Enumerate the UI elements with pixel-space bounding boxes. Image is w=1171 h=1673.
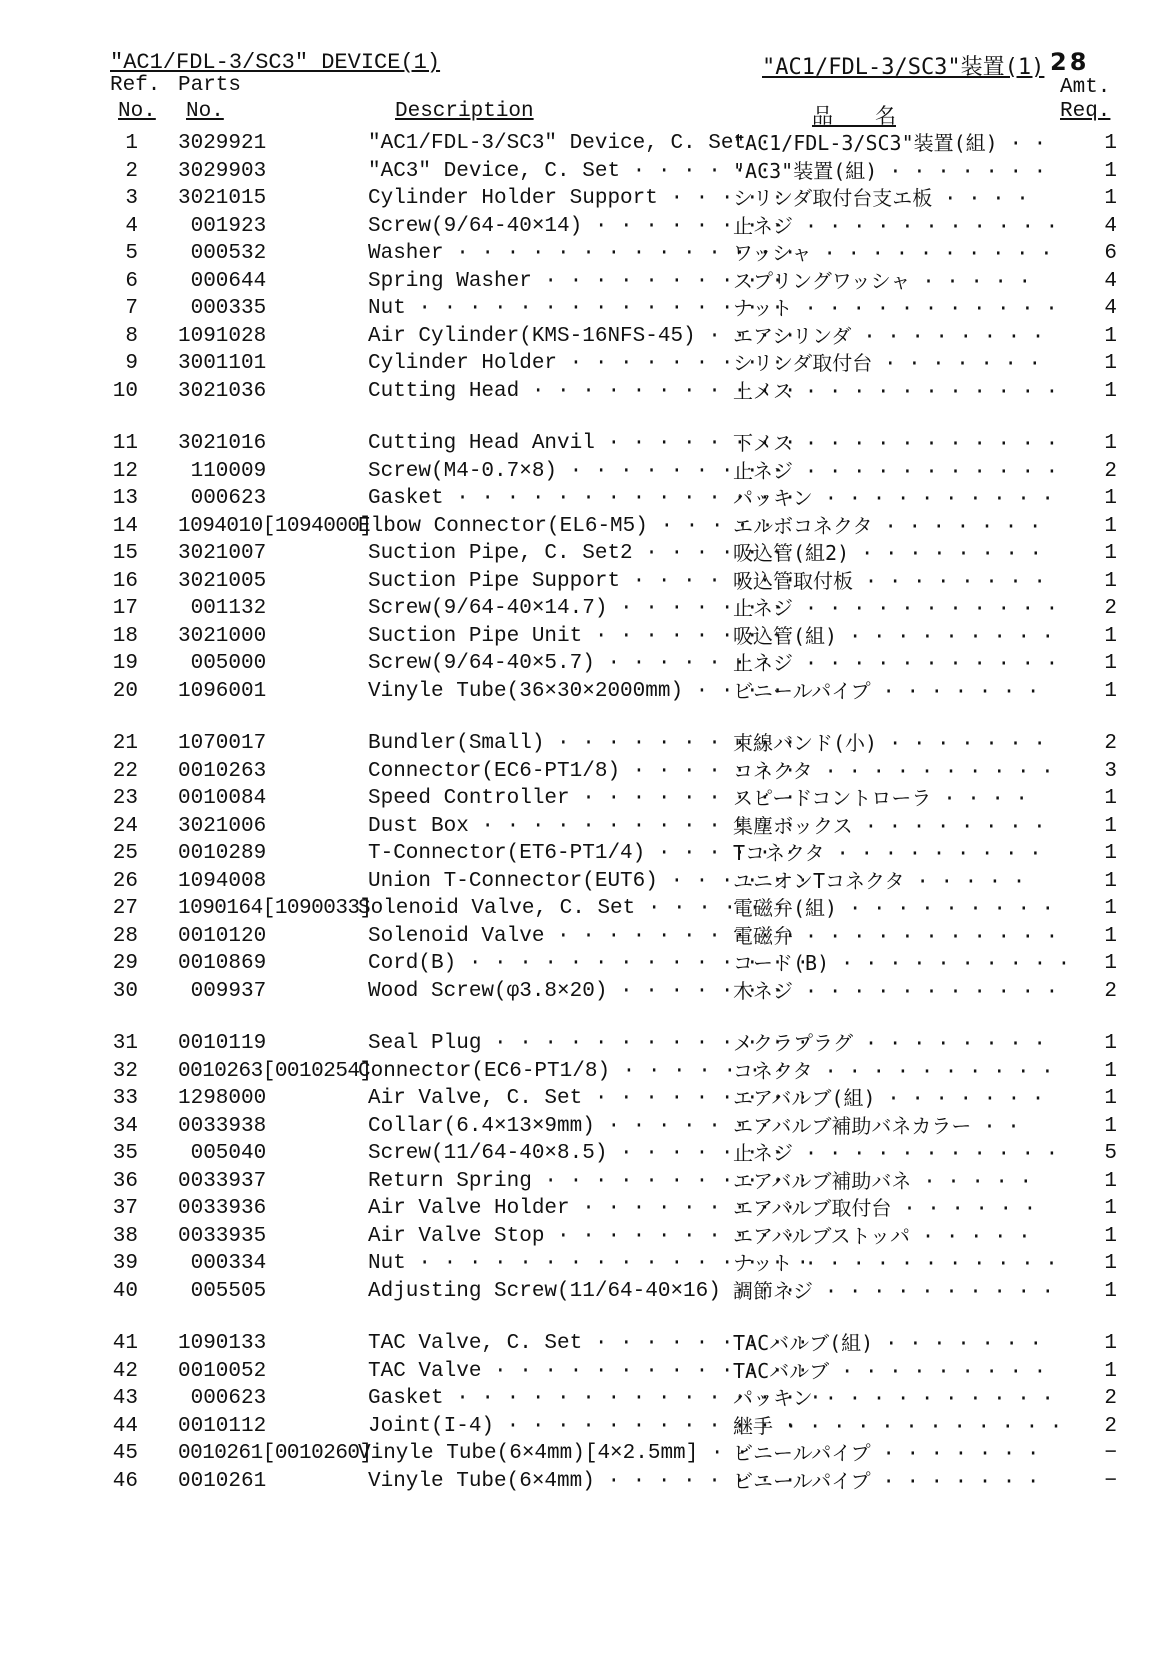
japanese-name: コネクタ · · · · · · · · · · [733,758,1054,783]
description: Nut · · · · · · · · · · · · · · · · [368,1252,810,1275]
ref-number: 24 [112,814,138,838]
amount-required: 1 [1104,132,1117,155]
japanese-name: 調節ネジ · · · · · · · · · · [733,1278,1054,1303]
japanese-name: 止ネジ · · · · · · · · · · · [733,1141,1058,1165]
part-number: 001923 [178,214,267,238]
amount-required: 5 [1104,1142,1117,1165]
japanese-name: エアバルブストッパ · · · · · [733,1223,1031,1248]
description: Seal Plug · · · · · · · · · · · · · [368,1032,810,1055]
table-row [0,268,1171,296]
table-row [0,868,1171,896]
part-number: 3029921 [178,132,267,155]
amount-required: 2 [1104,1387,1117,1410]
japanese-name: 止ネジ · · · · · · · · · · · [733,596,1058,620]
page-number: 28 [1050,48,1090,76]
ref-number: 20 [112,679,138,703]
table-row [0,678,1171,706]
parts-table [0,130,1171,1495]
part-number: 3029903 [178,159,267,183]
amount-required: 1 [1104,1032,1117,1055]
description: Union T-Connector(EUT6) · · · · · · [368,869,810,893]
amount-required: 2 [1104,1414,1117,1438]
description: TAC Valve · · · · · · · · · · · · · [368,1359,810,1383]
part-number: 000623 [178,1387,267,1410]
amount-required: 1 [1104,352,1117,375]
part-number: 000334 [178,1252,267,1275]
header-description: Description [395,100,534,123]
part-number: 0033936 [178,1197,267,1220]
ref-number: 31 [112,1032,138,1055]
part-number: 3021005 [178,569,267,593]
part-number: 1090133 [178,1332,267,1355]
page-title-en: "AC1/FDL-3/SC3" DEVICE(1) [110,50,441,75]
ref-number: 1 [125,132,138,155]
part-number: 0010869 [178,952,267,975]
amount-required: 1 [1104,1114,1117,1138]
amount-required: 1 [1104,679,1117,703]
table-row [0,813,1171,841]
ref-number: 30 [112,979,138,1003]
amount-required: 1 [1104,1169,1117,1193]
ref-number: 9 [125,352,138,375]
japanese-name: 上メス · · · · · · · · · · · [733,378,1058,403]
table-row [0,1358,1171,1386]
ref-number: 11 [112,432,138,455]
table-row [0,923,1171,951]
part-number: 0010112 [178,1414,267,1438]
header-japanese-name: 品 名 [812,104,896,128]
part-number: 000335 [178,297,267,320]
amount-required: 2 [1104,459,1117,483]
description: Joint(I-4) · · · · · · · · · · · · [368,1414,797,1438]
header-parts-no: No. [186,100,224,123]
table-row [0,595,1171,623]
part-number: 110009 [178,459,267,483]
ref-number: 4 [125,214,138,238]
japanese-name: コード(B) · · · · · · · · · · [733,951,1070,975]
amount-required: 1 [1104,324,1117,348]
japanese-name: スプリングワッシャ · · · · · [733,268,1031,293]
japanese-name: パッキン · · · · · · · · · · [733,486,1054,510]
part-number: 005000 [178,652,267,675]
description: Suction Pipe, C. Set2 · · · · · · [368,542,784,565]
table-row [0,1140,1171,1168]
amount-required: 1 [1104,1332,1117,1355]
part-number: 1094010[1094000] [178,514,372,538]
part-number: 009937 [178,979,267,1003]
japanese-name: エアバルブ補助バネカラー · · [733,1113,1020,1138]
header-ref-no: No. [118,100,156,123]
description: Cylinder Holder · · · · · · · · · [368,352,784,375]
amount-required: 1 [1104,432,1117,455]
ref-number: 29 [112,952,138,975]
ref-number: 10 [112,379,138,403]
table-row [0,1440,1171,1468]
japanese-name: 集塵ボックス · · · · · · · · [733,813,1046,838]
table-row [0,350,1171,378]
description: Collar(6.4×13×9mm) · · · · · · · [368,1114,772,1138]
japanese-name: シリンダ取付台支エ板 · · · · [733,186,1029,210]
amount-required: 1 [1104,542,1117,565]
amount-required: 4 [1104,214,1117,238]
part-number: 3021036 [178,379,267,403]
ref-number: 42 [112,1359,138,1383]
amount-required: 6 [1104,242,1117,265]
part-number: 0010261[0010260] [178,1442,372,1465]
description: Elbow Connector(EL6-M5) · · · · · [358,514,774,538]
table-row [0,540,1171,568]
japanese-name: ビニールパイプ · · · · · · · [733,1441,1040,1465]
table-row [0,623,1171,651]
description: Cylinder Holder Support · · · · · [368,187,784,210]
part-number: 1091028 [178,324,267,348]
page-title-jp: "AC1/FDL-3/SC3"装置(1) [762,55,1045,80]
table-row [0,1058,1171,1086]
description: Cutting Head Anvil · · · · · · · · [368,432,797,455]
part-number: 0033935 [178,1224,267,1248]
header-ref-label: Ref. [110,74,161,97]
description: Solenoid Valve · · · · · · · · · · [368,924,797,948]
description: TAC Valve, C. Set · · · · · · · · · [368,1332,810,1355]
ref-number: 7 [125,297,138,320]
table-row [0,1195,1171,1223]
japanese-name: 束線バンド(小) · · · · · · · [733,731,1046,755]
table-row [0,158,1171,186]
ref-number: 13 [112,487,138,510]
japanese-name: 吸込管(組) · · · · · · · · · [733,623,1054,648]
table-row [0,1168,1171,1196]
part-number: 005505 [178,1279,267,1303]
amount-required: 1 [1104,379,1117,403]
description: Speed Controller · · · · · · · · · [368,787,797,810]
part-number: 0010263 [178,759,267,783]
japanese-name: ナット · · · · · · · · · · · [733,1251,1058,1275]
part-number: 000532 [178,242,267,265]
table-row [0,785,1171,813]
japanese-name: "AC1/FDL-3/SC3"装置(組) · · [733,131,1046,155]
japanese-name: TACバルブ(組) · · · · · · · [733,1331,1042,1355]
japanese-name: エアバルブ補助バネ · · · · · [733,1168,1032,1193]
table-row [0,485,1171,513]
japanese-name: 木ネジ · · · · · · · · · · · [733,978,1058,1003]
amount-required: 1 [1104,952,1117,975]
table-row [0,458,1171,486]
japanese-name: 吸込管取付板 · · · · · · · · [733,568,1046,593]
amount-required: 4 [1104,297,1117,320]
description: Dust Box · · · · · · · · · · · · · [368,814,797,838]
japanese-name: 止ネジ · · · · · · · · · · · [733,651,1058,675]
part-number: 1070017 [178,732,267,755]
table-row [0,1385,1171,1413]
amount-required: 2 [1104,979,1117,1003]
amount-required: 2 [1104,597,1117,620]
header-parts-label: Parts [178,74,242,97]
table-row [0,895,1171,923]
description: Connector(EC6-PT1/8) · · · · · · · [358,1059,787,1083]
part-number: 0010084 [178,787,267,810]
amount-required: 3 [1104,759,1117,783]
part-number: 0010120 [178,924,267,948]
description: Air Cylinder(KMS-16NFS-45) · · · · [368,324,797,348]
ref-number: 12 [112,459,138,483]
description: Vinyle Tube(36×30×2000mm) · · · · [368,679,784,703]
japanese-name: ユニオンTコネクタ · · · · · [733,868,1026,893]
ref-number: 41 [112,1332,138,1355]
japanese-name: 止ネジ · · · · · · · · · · · [733,213,1058,238]
part-number: 1094008 [178,869,267,893]
japanese-name: ビニールパイプ · · · · · · · [733,1468,1040,1493]
amount-required: 1 [1104,1224,1117,1248]
description: Screw(9/64-40×14) · · · · · · · · [368,214,784,238]
part-number: 3021000 [178,624,267,648]
japanese-name: エアバルブ(組) · · · · · · · [733,1086,1045,1110]
amount-required: 1 [1104,487,1117,510]
table-row [0,430,1171,458]
amount-required: 1 [1104,1252,1117,1275]
japanese-name: エアバルブ取付台 · · · · · · [733,1196,1036,1220]
ref-number: 37 [112,1197,138,1220]
description: T-Connector(ET6-PT1/4) · · · · · · [368,842,797,865]
amount-required: 1 [1104,1059,1117,1083]
amount-required: − [1104,1469,1117,1493]
japanese-name: コネクタ · · · · · · · · · · [733,1058,1054,1083]
japanese-name: 下メス · · · · · · · · · · · [733,431,1058,455]
ref-number: 26 [112,869,138,893]
ref-number: 22 [112,759,138,783]
description: Air Valve Holder · · · · · · · · · [368,1197,797,1220]
ref-number: 17 [112,597,138,620]
description: Screw(11/64-40×8.5) · · · · · · · [368,1142,784,1165]
ref-number: 3 [125,187,138,210]
part-number: 3021015 [178,187,267,210]
description: Screw(9/64-40×14.7) · · · · · · · [368,597,784,620]
table-row [0,730,1171,758]
japanese-name: 電磁弁 · · · · · · · · · · · [733,923,1058,948]
amount-required: 1 [1104,1197,1117,1220]
japanese-name: シリンダ取付台 · · · · · · · [733,351,1041,375]
amount-required: 1 [1104,652,1117,675]
description: Vinyle Tube(6×4mm)[4×2.5mm] · · [358,1442,749,1465]
ref-number: 46 [112,1469,138,1493]
part-number: 3021016 [178,432,267,455]
part-number: 1096001 [178,679,267,703]
table-row [0,240,1171,268]
ref-number: 32 [112,1059,138,1083]
part-number: 0010261 [178,1469,267,1493]
table-row [0,1030,1171,1058]
part-number: 0010119 [178,1032,267,1055]
ref-number: 27 [112,897,138,920]
japanese-name: Tコネクタ · · · · · · · · · [733,841,1042,865]
description: Spring Washer · · · · · · · · · · [368,269,784,293]
japanese-name: 止ネジ · · · · · · · · · · · [733,458,1058,483]
table-row [0,295,1171,323]
amount-required: 1 [1104,1279,1117,1303]
japanese-name: パッキン · · · · · · · · · · [733,1386,1054,1410]
table-row [0,323,1171,351]
table-row [0,840,1171,868]
table-row [0,1278,1171,1306]
table-row [0,1085,1171,1113]
part-number: 000644 [178,269,267,293]
description: Screw(9/64-40×5.7) · · · · · · · [368,652,772,675]
description: Air Valve, C. Set · · · · · · · · · [368,1087,810,1110]
part-number: 1090164[1090033] [178,897,372,920]
description: Return Spring · · · · · · · · · · · [368,1169,810,1193]
part-number: 0010263[0010254] [178,1059,372,1083]
description: Gasket · · · · · · · · · · · · · · · [368,1387,822,1410]
ref-number: 34 [112,1114,138,1138]
japanese-name: "AC3"装置(組) · · · · · · · [733,158,1046,183]
part-number: 3021007 [178,542,267,565]
japanese-name: ワッシャ · · · · · · · · · · [733,241,1053,265]
table-row [0,185,1171,213]
description: Connector(EC6-PT1/8) · · · · · · · [368,759,797,783]
amount-required: 1 [1104,569,1117,593]
description: Suction Pipe Support · · · · · · · [368,569,797,593]
ref-number: 25 [112,842,138,865]
table-row [0,758,1171,786]
table-row [0,1413,1171,1441]
ref-number: 15 [112,542,138,565]
ref-number: 5 [125,242,138,265]
part-number: 0033938 [178,1114,267,1138]
description: Air Valve Stop · · · · · · · · · · [368,1224,797,1248]
table-row [0,1113,1171,1141]
ref-number: 40 [112,1279,138,1303]
table-row [0,950,1171,978]
amount-required: 1 [1104,1087,1117,1110]
amount-required: 1 [1104,842,1117,865]
description: Bundler(Small) · · · · · · · · · · [368,732,797,755]
ref-number: 33 [112,1087,138,1110]
amount-required: 1 [1104,869,1117,893]
table-row [0,213,1171,241]
part-number: 1298000 [178,1087,267,1110]
amount-required: 1 [1104,924,1117,948]
ref-number: 19 [112,652,138,675]
japanese-name: スピードコントローラ · · · · [733,786,1028,810]
amount-required: 1 [1104,897,1117,920]
ref-number: 6 [125,269,138,293]
part-number: 000623 [178,487,267,510]
ref-number: 18 [112,624,138,648]
part-number: 005040 [178,1142,267,1165]
ref-number: 35 [112,1142,138,1165]
header-req: Req. [1060,100,1111,123]
ref-number: 23 [112,787,138,810]
ref-number: 45 [112,1442,138,1465]
ref-number: 14 [112,514,138,538]
japanese-name: 電磁弁(組) · · · · · · · · · [733,896,1054,920]
table-row [0,1330,1171,1358]
japanese-name: ビニールパイプ · · · · · · · [733,678,1040,703]
table-row [0,130,1171,158]
japanese-name: ナット · · · · · · · · · · · [733,296,1058,320]
part-number: 0033937 [178,1169,267,1193]
description: "AC3" Device, C. Set · · · · · · [368,159,772,183]
description: Screw(M4-0.7×8) · · · · · · · · · [368,459,784,483]
part-number: 0010289 [178,842,267,865]
amount-required: 1 [1104,787,1117,810]
japanese-name: 吸込管(組2) · · · · · · · · [733,541,1042,565]
table-row [0,650,1171,678]
description: Gasket · · · · · · · · · · · · · · [368,487,797,510]
ref-number: 16 [112,569,138,593]
part-number: 3021006 [178,814,267,838]
table-row [0,378,1171,406]
description: Nut · · · · · · · · · · · · · · · [368,297,784,320]
amount-required: 1 [1104,624,1117,648]
amount-required: − [1104,1442,1117,1465]
description: Suction Pipe Unit · · · · · · · · [368,624,784,648]
amount-required: 1 [1104,1359,1117,1383]
description: Cutting Head · · · · · · · · · · · [368,379,797,403]
ref-number: 39 [112,1252,138,1275]
table-row [0,1250,1171,1278]
japanese-name: エルボコネクタ · · · · · · · [733,513,1042,538]
ref-number: 21 [112,732,138,755]
amount-required: 1 [1104,814,1117,838]
description: "AC1/FDL-3/SC3" Device, C. Set · [368,132,772,155]
table-row [0,513,1171,541]
amount-required: 4 [1104,269,1117,293]
japanese-name: メクラプラグ · · · · · · · · [733,1031,1046,1055]
table-row [0,1223,1171,1251]
description: Wood Screw(φ3.8×20) · · · · · · · [368,979,784,1003]
description: Adjusting Screw(11/64-40×16) · · · [368,1279,797,1303]
amount-required: 1 [1104,187,1117,210]
amount-required: 2 [1104,732,1117,755]
amount-required: 1 [1104,159,1117,183]
part-number: 0010052 [178,1359,267,1383]
table-row [0,568,1171,596]
ref-number: 8 [125,324,138,348]
ref-number: 2 [125,159,138,183]
description: Vinyle Tube(6×4mm) · · · · · · · · [368,1469,797,1493]
japanese-name: 継手 · · · · · · · · · · · · [733,1413,1062,1438]
part-number: 3001101 [178,352,267,375]
table-row [0,978,1171,1006]
header-amt: Amt. [1060,76,1111,99]
ref-number: 43 [112,1387,138,1410]
amount-required: 1 [1104,514,1117,538]
japanese-name: TACバルブ · · · · · · · · · [733,1358,1046,1383]
description: Solenoid Valve, C. Set · · · · · · [358,897,787,920]
ref-number: 28 [112,924,138,948]
part-number: 001132 [178,597,267,620]
ref-number: 36 [112,1169,138,1193]
description: Cord(B) · · · · · · · · · · · · · · [368,952,810,975]
description: Washer · · · · · · · · · · · · · · [368,242,797,265]
ref-number: 44 [112,1414,138,1438]
japanese-name: エアシリンダ · · · · · · · · [733,323,1045,348]
ref-number: 38 [112,1224,138,1248]
table-row [0,1468,1171,1496]
